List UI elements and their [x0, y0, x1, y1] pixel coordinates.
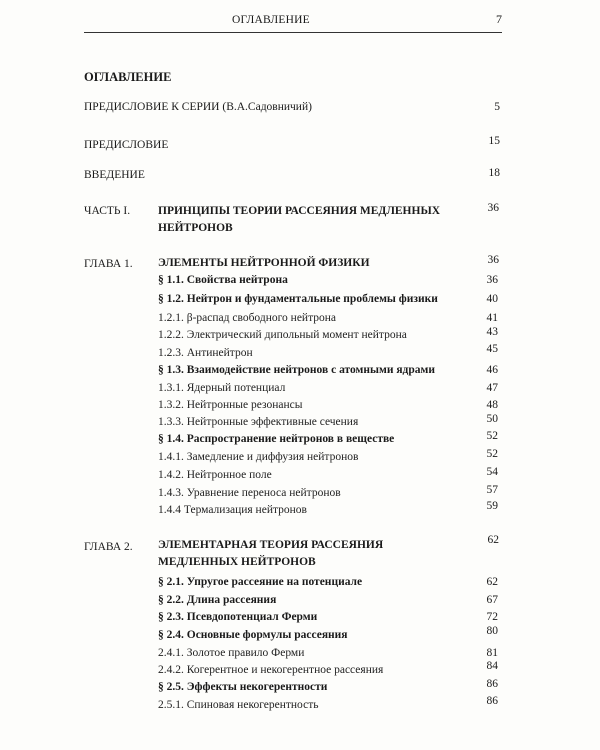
toc-entry-label: 1.3.3. Нейтронные эффективные сечения: [158, 416, 359, 428]
toc-entry-page: 52: [486, 448, 498, 460]
toc-entry-label: 1.2.1. β-распад свободного нейтрона: [158, 312, 336, 324]
toc-entry-label: 2.4.2. Когерентное и некогерентное рассеяния: [158, 664, 384, 676]
chapter-title[interactable]: ЭЛЕМЕНТЫ НЕЙТРОННОЙ ФИЗИКИ: [158, 257, 370, 269]
toc-entry-page: 62: [486, 576, 498, 588]
toc-entry-label: ПРЕДИСЛОВИЕ К СЕРИИ (В.А.Садовничий): [84, 101, 312, 113]
toc-entry-page: 40: [486, 293, 498, 305]
part-label: ЧАСТЬ I.: [84, 205, 131, 217]
toc-entry-label: 1.4.2. Нейтронное поле: [158, 469, 272, 481]
chapter-label: ГЛАВА 1.: [84, 258, 133, 270]
toc-entry-page: 15: [488, 135, 500, 147]
toc-entry-label: § 2.3. Псевдопотенциал Ферми: [158, 611, 318, 623]
toc-entry-page: 57: [486, 484, 498, 496]
toc-entry-label: § 2.4. Основные формулы рассеяния: [158, 629, 348, 641]
toc-entry-label: 1.2.2. Электрический дипольный момент нейтрона: [158, 329, 407, 341]
part-title-line2[interactable]: НЕЙТРОНОВ: [158, 222, 233, 234]
toc-entry-label: ВВЕДЕНИЕ: [84, 169, 145, 181]
chapter-title-line2[interactable]: МЕДЛЕННЫХ НЕЙТРОНОВ: [158, 556, 316, 568]
toc-entry-label: 1.2.3. Антинейтрон: [158, 347, 253, 359]
toc-entry-page: 43: [486, 326, 498, 338]
running-header-title: ОГЛАВЛЕНИЕ: [232, 14, 310, 26]
toc-entry-label: § 2.2. Длина рассеяния: [158, 594, 277, 606]
toc-entry-label: 1.3.2. Нейтронные резонансы: [158, 399, 303, 411]
toc-entry-page: 48: [486, 399, 498, 411]
running-header-page-number: 7: [496, 12, 502, 26]
toc-entry-label: 2.5.1. Спиновая некогерентность: [158, 699, 319, 711]
running-header: [84, 10, 502, 33]
toc-entry-label: § 2.5. Эффекты некогерентности: [158, 681, 328, 693]
toc-entry-label: § 1.2. Нейтрон и фундаментальные проблемы физики: [158, 293, 438, 305]
toc-entry-label: 2.4.1. Золотое правило Ферми: [158, 647, 305, 659]
toc-entry-page: 72: [486, 611, 498, 623]
toc-entry-page: 41: [486, 312, 498, 324]
toc-entry-label: § 2.1. Упругое рассеяние на потенциале: [158, 576, 363, 588]
toc-entry-label: ПРЕДИСЛОВИЕ: [84, 139, 169, 151]
toc-entry-label: § 1.3. Взаимодействие нейтронов с атомными ядрами: [158, 364, 435, 376]
toc-entry-page: 36: [486, 274, 498, 286]
toc-entry-page: 54: [486, 466, 498, 478]
chapter-page: 36: [487, 254, 499, 266]
toc-entry-label: 1.4.4 Термализация нейтронов: [158, 504, 307, 516]
toc-entry-page: 81: [486, 647, 498, 659]
toc-entry-page: 46: [486, 364, 498, 376]
toc-entry-label: § 1.4. Распространение нейтронов в веществе: [158, 433, 395, 445]
chapter-label: ГЛАВА 2.: [84, 541, 133, 553]
toc-entry-page: 59: [486, 500, 498, 512]
toc-entry-page: 45: [486, 343, 498, 355]
part-title-line1[interactable]: ПРИНЦИПЫ ТЕОРИИ РАССЕЯНИЯ МЕДЛЕННЫХ: [158, 205, 441, 217]
part-page: 36: [487, 202, 499, 214]
toc-entry-page: 86: [486, 678, 498, 690]
toc-entry-label: § 1.1. Свойства нейтрона: [158, 274, 288, 286]
toc-entry-page: 86: [486, 695, 498, 707]
toc-entry-page: 47: [486, 382, 498, 394]
toc-entry-label: 1.3.1. Ядерный потенциал: [158, 382, 286, 394]
toc-entry-page: 18: [488, 167, 500, 179]
toc-entry-label: 1.4.1. Замедление и диффузия нейтронов: [158, 451, 359, 463]
toc-entry-label: 1.4.3. Уравнение переноса нейтронов: [158, 487, 341, 499]
toc-entry-page: 80: [486, 625, 498, 637]
toc-entry-page: 67: [486, 594, 498, 606]
toc-title: ОГЛАВЛЕНИЕ: [84, 70, 172, 84]
toc-entry-page: 52: [486, 430, 498, 442]
chapter-title-line1[interactable]: ЭЛЕМЕНТАРНАЯ ТЕОРИЯ РАССЕЯНИЯ: [158, 539, 384, 551]
toc-entry-page: 84: [486, 660, 498, 672]
toc-entry-page: 5: [494, 101, 500, 113]
chapter-page: 62: [487, 534, 499, 546]
toc-entry-page: 50: [486, 413, 498, 425]
